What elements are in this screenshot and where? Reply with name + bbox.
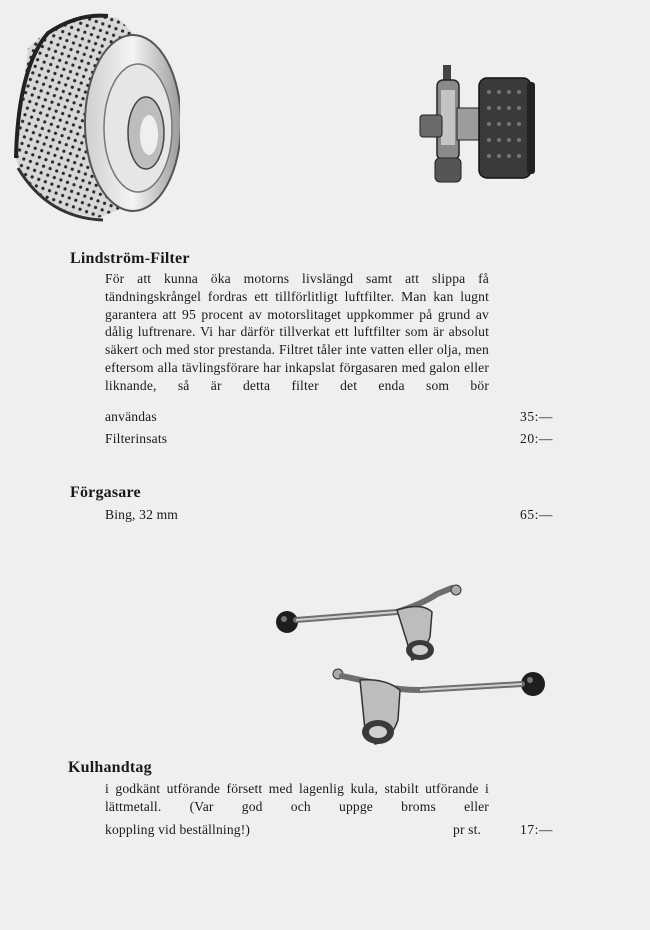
handles-last-line: koppling vid beställning!) [105, 822, 251, 837]
carburetor-item-price: 65:— [520, 507, 553, 522]
filter-description: För att kunna öka motorns livslängd samt att slippa få tändningskrångel fordras ett tillförlitligt luftfilter. Man kan lugnt garantera att 95 procent av motorslitaget uppkommer på grund av dålig luftrenare. Vi har därför tillverkat ett luftfilter som är absolut säkert och med stor prestanda. Filtret tåler inte vatten eller olja, men eftersom alla tävlingsförare har inkapslat förgasaren med galon eller liknande, så är detta filter det enda som bör [105, 271, 489, 393]
filter-price: 35:— [520, 409, 553, 424]
carburetor-heading: Förgasare [70, 484, 141, 501]
filter-last-line: användas [105, 409, 157, 424]
filter-insert-price: 20:— [520, 431, 553, 446]
brake-lever-icon [330, 660, 550, 750]
handles-price: 17:— [520, 822, 553, 837]
filter-insert-label: Filterinsats [105, 431, 168, 446]
air-filter-icon [8, 8, 180, 223]
filter-heading: Lindström-Filter [70, 250, 190, 267]
carburetor-with-filter-icon [415, 60, 540, 190]
clutch-lever-icon [272, 582, 477, 667]
handles-description: i godkänt utförande försett med lagenlig kula, stabilt utförande i lättmetall. (Var god och uppge broms eller [105, 781, 489, 814]
handles-heading: Kulhandtag [68, 759, 152, 776]
handles-unit: pr st. [453, 822, 482, 837]
carburetor-item-label: Bing, 32 mm [105, 507, 179, 522]
